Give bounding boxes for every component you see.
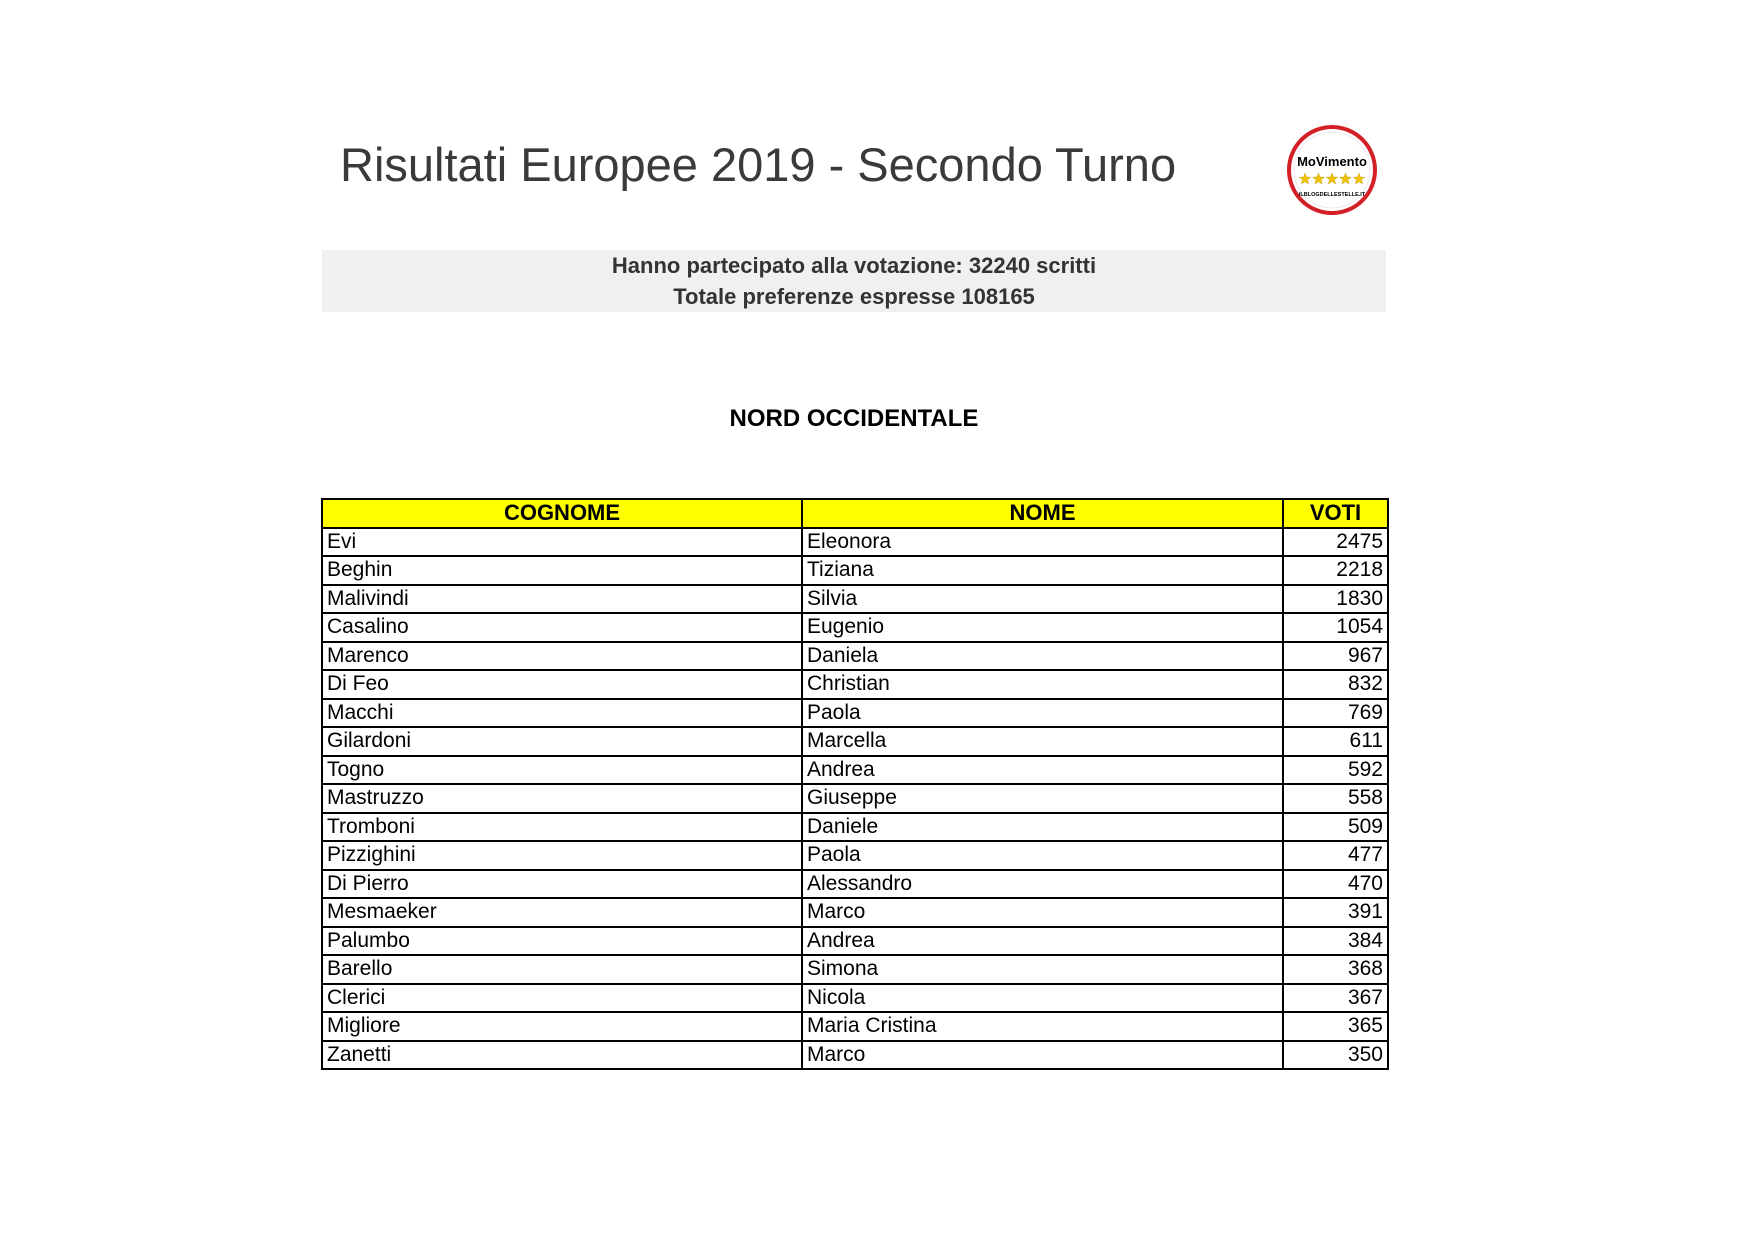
column-header-voti: VOTI [1283, 499, 1388, 528]
cell-cognome: Malivindi [322, 585, 802, 614]
cell-cognome: Mesmaeker [322, 898, 802, 927]
cell-cognome: Zanetti [322, 1041, 802, 1070]
table-row [322, 813, 1388, 842]
logo-url: ILBLOGDELLESTELLE.IT [1298, 192, 1366, 198]
document-title: Risultati Europee 2019 - Secondo Turno [340, 138, 1177, 191]
table-header-row [322, 499, 1388, 528]
cell-nome: Maria Cristina [802, 1012, 1283, 1041]
cell-nome: Daniele [802, 813, 1283, 842]
cell-nome: Andrea [802, 756, 1283, 785]
cell-voti: 350 [1283, 1041, 1388, 1070]
cell-nome: Nicola [802, 984, 1283, 1013]
cell-cognome: Barello [322, 955, 802, 984]
results-table-body [322, 528, 1388, 1070]
cell-voti: 365 [1283, 1012, 1388, 1041]
cell-voti: 384 [1283, 927, 1388, 956]
table-row [322, 784, 1388, 813]
cell-nome: Andrea [802, 927, 1283, 956]
table-row [322, 727, 1388, 756]
logo-wordmark: MoVimento [1297, 154, 1367, 169]
cell-cognome: Marenco [322, 642, 802, 671]
table-row [322, 1041, 1388, 1070]
cell-nome: Marco [802, 898, 1283, 927]
table-row [322, 613, 1388, 642]
cell-nome: Paola [802, 699, 1283, 728]
cell-voti: 592 [1283, 756, 1388, 785]
cell-nome: Daniela [802, 642, 1283, 671]
cell-nome: Marcella [802, 727, 1283, 756]
cell-nome: Christian [802, 670, 1283, 699]
cell-cognome: Pizzighini [322, 841, 802, 870]
cell-voti: 967 [1283, 642, 1388, 671]
cell-cognome: Palumbo [322, 927, 802, 956]
cell-nome: Marco [802, 1041, 1283, 1070]
column-header-cognome: COGNOME [322, 499, 802, 528]
cell-cognome: Macchi [322, 699, 802, 728]
cell-cognome: Di Feo [322, 670, 802, 699]
cell-voti: 477 [1283, 841, 1388, 870]
cell-nome: Eleonora [802, 528, 1283, 557]
cell-cognome: Beghin [322, 556, 802, 585]
table-row [322, 756, 1388, 785]
participation-summary [322, 250, 1386, 312]
table-row [322, 670, 1388, 699]
cell-cognome: Clerici [322, 984, 802, 1013]
table-row [322, 585, 1388, 614]
table-row [322, 528, 1388, 557]
cell-voti: 558 [1283, 784, 1388, 813]
table-row [322, 984, 1388, 1013]
table-row [322, 955, 1388, 984]
cell-cognome: Migliore [322, 1012, 802, 1041]
results-table [321, 498, 1389, 1070]
table-row [322, 1012, 1388, 1041]
cell-voti: 470 [1283, 870, 1388, 899]
cell-nome: Tiziana [802, 556, 1283, 585]
cell-cognome: Di Pierro [322, 870, 802, 899]
cell-cognome: Tromboni [322, 813, 802, 842]
cell-nome: Silvia [802, 585, 1283, 614]
cell-voti: 368 [1283, 955, 1388, 984]
cell-voti: 509 [1283, 813, 1388, 842]
cell-voti: 391 [1283, 898, 1388, 927]
cell-voti: 769 [1283, 699, 1388, 728]
cell-cognome: Togno [322, 756, 802, 785]
participation-line: Hanno partecipato alla votazione: 32240 scritti [611, 253, 1097, 278]
cell-voti: 1054 [1283, 613, 1388, 642]
movimento-5-stelle-logo-icon [1286, 124, 1378, 216]
table-row [322, 927, 1388, 956]
cell-voti: 2475 [1283, 528, 1388, 557]
cell-nome: Simona [802, 955, 1283, 984]
table-row [322, 870, 1388, 899]
column-header-nome: NOME [802, 499, 1283, 528]
table-row [322, 699, 1388, 728]
table-row [322, 898, 1388, 927]
cell-cognome: Casalino [322, 613, 802, 642]
table-row [322, 642, 1388, 671]
total-preferences-line: Totale preferenze espresse 108165 [673, 284, 1035, 309]
cell-voti: 367 [1283, 984, 1388, 1013]
cell-cognome: Evi [322, 528, 802, 557]
cell-nome: Eugenio [802, 613, 1283, 642]
table-row [322, 556, 1388, 585]
cell-nome: Paola [802, 841, 1283, 870]
region-heading: NORD OCCIDENTALE [729, 405, 979, 432]
table-row [322, 841, 1388, 870]
cell-nome: Alessandro [802, 870, 1283, 899]
cell-cognome: Gilardoni [322, 727, 802, 756]
cell-cognome: Mastruzzo [322, 784, 802, 813]
cell-voti: 2218 [1283, 556, 1388, 585]
cell-nome: Giuseppe [802, 784, 1283, 813]
cell-voti: 832 [1283, 670, 1388, 699]
cell-voti: 1830 [1283, 585, 1388, 614]
cell-voti: 611 [1283, 727, 1388, 756]
